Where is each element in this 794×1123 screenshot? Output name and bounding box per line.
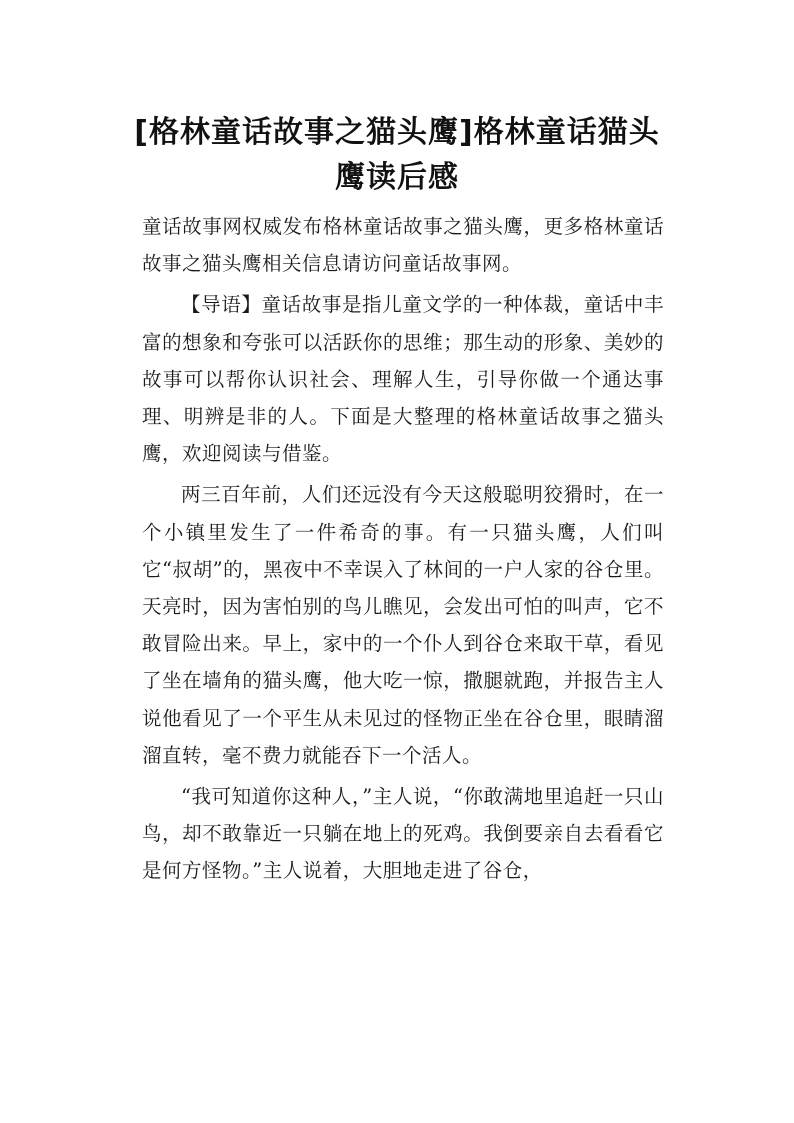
lead-paragraph: 【导语】童话故事是指儿童文学的一种体裁，童话中丰富的想象和夸张可以活跃你的思维；那生动的形象、美妙的故事可以帮你认识社会、理解人生，引导你做一个通达事理、明辨是非的人。下面是大整理的格林童话故事之猫头鹰，欢迎阅读与借鉴。 — [142, 293, 664, 466]
intro-paragraph: 童话故事网权威发布格林童话故事之猫头鹰，更多格林童话故事之猫头鹰相关信息请访问童话故事网。 — [142, 215, 664, 276]
document-title: [格林童话故事之猫头鹰]格林童话猫头鹰读后感 — [134, 115, 660, 195]
story-paragraph: 两三百年前，人们还远没有今天这般聪明狡猾时，在一个小镇里发生了一件希奇的事。有一只猫头鹰，人们叫它“叔胡”的，黑夜中不幸误入了林间的一户人家的谷仓里。天亮时，因为害怕别的鸟儿瞧见，会发出可怕的叫声，它不敢冒险出来。早上，家中的一个仆人到谷仓来取干草，看见了坐在墙角的猫头鹰，他大吃一惊，撒腿就跑，并报告主人说他看见了一个平生从未见过的怪物正坐在谷仓里，眼睛溜溜直转，毫不费力就能吞下一个活人。 — [142, 483, 664, 767]
document-body — [142, 208, 664, 890]
dialogue-paragraph: “我可知道你这种人，”主人说，“你敢满地里追赶一只山鸟，却不敢靠近一只躺在地上的死鸡。我倒要亲自去看看它是何方怪物。”主人说着，大胆地走进了谷仓， — [142, 785, 664, 883]
